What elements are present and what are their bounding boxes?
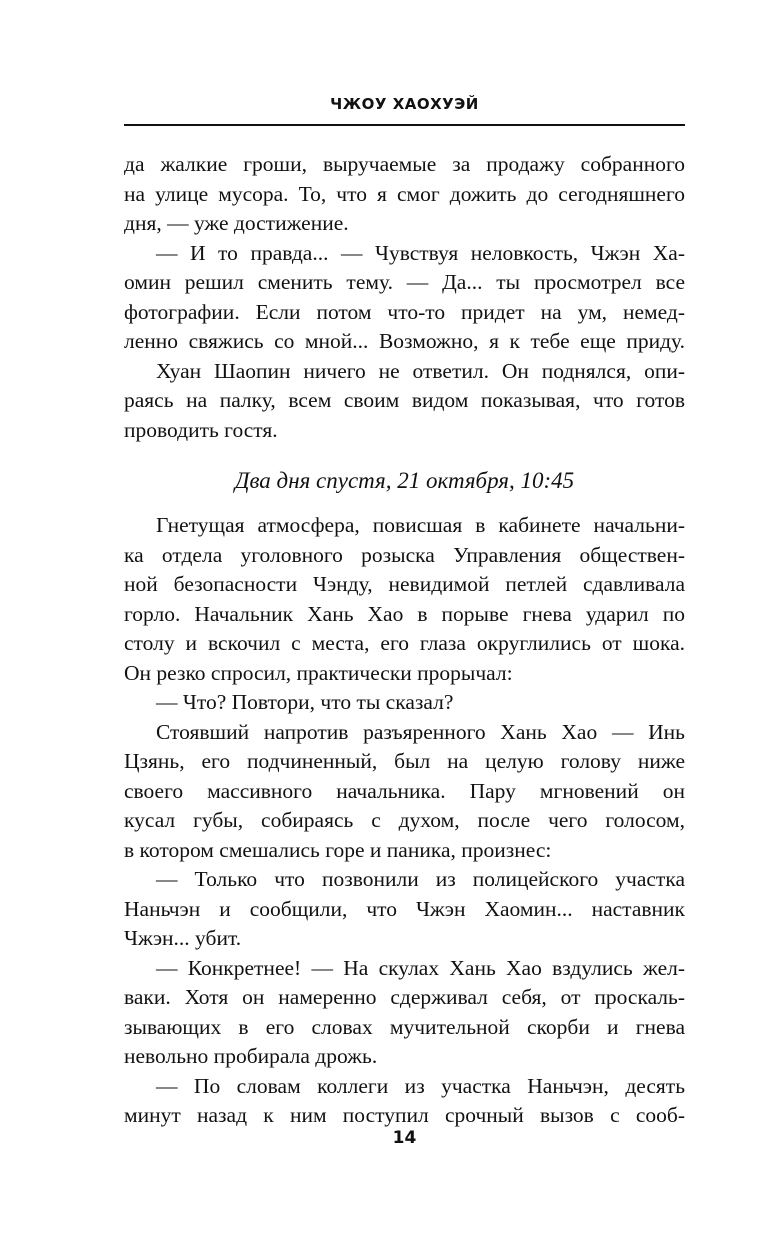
text-line: ка отдела уголовного розыска Управления обществен- [124, 542, 685, 567]
text-line: невольно пробирала дрожь. [124, 1044, 378, 1068]
running-head: ЧЖОУ ХАОХУЭЙ [330, 95, 479, 113]
text-line: своего массивного начальника. Пару мгновений он [124, 778, 685, 803]
text-line: Чжэн... убит. [124, 926, 242, 950]
page-number: 14 [392, 1128, 417, 1148]
header-rule [124, 124, 685, 126]
text-line: раясь на палку, всем своим видом показывая, что готов [124, 388, 685, 412]
text-line: — По словам коллеги из участка Наньчэн, десять [156, 1073, 685, 1098]
text-line: ваки. Хотя он намеренно сдерживал себя, от проскаль- [124, 985, 685, 1009]
text-line: — Конкретнее! — На скулах Хань Хао вздулись жел- [156, 955, 685, 980]
text-line: ной безопасности Чэнду, невидимой петлей сдавливала [124, 572, 685, 596]
text-line: столу и вскочил с места, его глаза округлились от шока. [124, 631, 685, 655]
text-line: дня, — уже достижение. [124, 211, 349, 235]
text-line: горло. Начальник Хань Хао в порыве гнева ударил по [124, 601, 685, 626]
text-line: омин решил сменить тему. — Да... ты просмотрел все [124, 270, 685, 294]
text-line: Наньчэн и сообщили, что Чжэн Хаомин... наставник [124, 896, 685, 921]
text-line: ленно свяжись со мной... Возможно, я к тебе еще приду. [124, 329, 685, 353]
text-line: на улице мусора. То, что я смог дожить до сегодняшнего [124, 181, 685, 206]
text-line: — Что? Повтори, что ты сказал? [156, 690, 454, 714]
text-line: Хуан Шаопин ничего не ответил. Он поднялся, опи- [156, 358, 685, 383]
scene-heading: Два дня спустя, 21 октября, 10:45 [234, 468, 575, 493]
text-line: да жалкие гроши, выручаемые за продажу собранного [124, 152, 685, 176]
text-line: в котором смешались горе и паника, произнес: [124, 837, 552, 862]
text-line: фотографии. Если потом что-то придет на ум, немед- [124, 299, 685, 324]
text-line: Стоявший напротив разъяренного Хань Хао — Инь [156, 719, 685, 744]
text-line: проводить гостя. [124, 417, 278, 442]
text-line: Он резко спросил, практически прорычал: [124, 660, 513, 685]
text-line: кусал губы, собираясь с духом, после чего голосом, [124, 808, 685, 832]
text-line: Цзянь, его подчиненный, был на целую голову ниже [124, 749, 685, 773]
text-line: минут назад к ним поступил срочный вызов с сооб- [124, 1103, 685, 1127]
text-line: Гнетущая атмосфера, повисшая в кабинете начальни- [156, 513, 685, 537]
text-line: — И то правда... — Чувствуя неловкость, Чжэн Ха- [156, 240, 685, 265]
body-text-block-1 [124, 150, 685, 445]
text-line: зывающих в его словах мучительной скорби и гнева [124, 1014, 685, 1039]
text-line: — Только что позвонили из полицейского участка [156, 867, 685, 891]
body-text-block-2 [124, 511, 685, 1131]
